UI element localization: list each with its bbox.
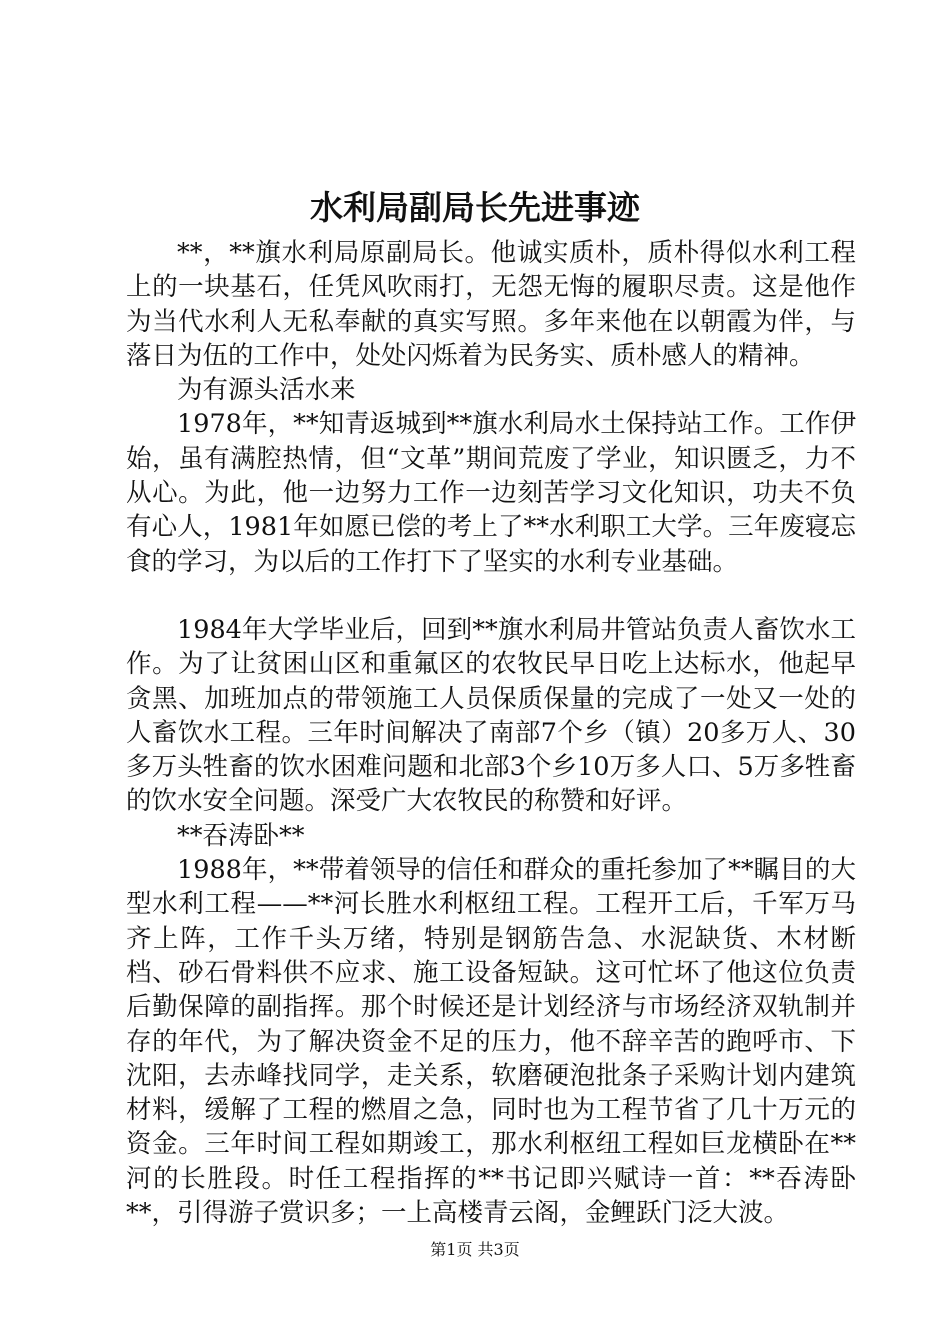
paragraph-1978: 1978年，**知青返城到**旗水利局水土保持站工作。工作伊始，虽有满腔热情，但“文革”期间荒废了学业，知识匮乏，力不从心。为此，他一边努力工作一边刻苦学习文化知识，功夫不负有心人，1981年如愿已偿的考上了**水利职工大学。三年废寝忘食的学习，为以后的工作打下了坚实的水利专业基础。 xyxy=(126,409,856,577)
section-heading-source: 为有源头活水来 xyxy=(177,375,356,406)
page-footer: 第1页 共3页 xyxy=(430,1240,520,1259)
paragraph-1988: 1988年，**带着领导的信任和群众的重托参加了**瞩目的大型水利工程——**河长胜水利枢纽工程。工程开工后，千军万马齐上阵，工作千头万绪，特别是钢筋告急、水泥缺货、木材断档、砂石骨料供不应求、施工设备短缺。这可忙坏了他这位负责后勤保障的副指挥。那个时候还是计划经济与市场经济双轨制并存的年代，为了解决资金不足的压力，他不辞辛苦的跑呼市、下沈阳，去赤峰找同学，走关系，软磨硬泡批条子采购计划内建筑材料，缓解了工程的燃眉之急，同时也为工程节省了几十万元的资金。三年时间工程如期竣工，那水利枢纽工程如巨龙横卧在**河的长胜段。时任工程指挥的**书记即兴赋诗一首：**吞涛卧**，引得游子赏识多；一上高楼青云阁，金鲤跃门泛大波。 xyxy=(126,855,856,1229)
section-heading-dam: **吞涛卧** xyxy=(177,820,305,851)
paragraph-1984: 1984年大学毕业后，回到**旗水利局井管站负责人畜饮水工作。为了让贫困山区和重氟区的农牧民早日吃上达标水，他起早贪黑、加班加点的带领施工人员保质保量的完成了一处又一处的人畜饮水工程。三年时间解决了南部7个乡（镇）20多万人、30多万头牲畜的饮水困难问题和北部3个乡10万多人口、5万多牲畜的饮水安全问题。深受广大农牧民的称赞和好评。 xyxy=(126,614,856,817)
document-title: 水利局副局长先进事迹 xyxy=(310,188,640,227)
document-body xyxy=(126,236,856,1230)
paragraph-intro: **，**旗水利局原副局长。他诚实质朴，质朴得似水利工程上的一块基石，任凭风吹雨打，无怨无悔的履职尽责。这是他作为当代水利人无私奉献的真实写照。多年来他在以朝霞为伴，与落日为伍的工作中，处处闪烁着为民务实、质朴感人的精神。 xyxy=(126,238,856,371)
